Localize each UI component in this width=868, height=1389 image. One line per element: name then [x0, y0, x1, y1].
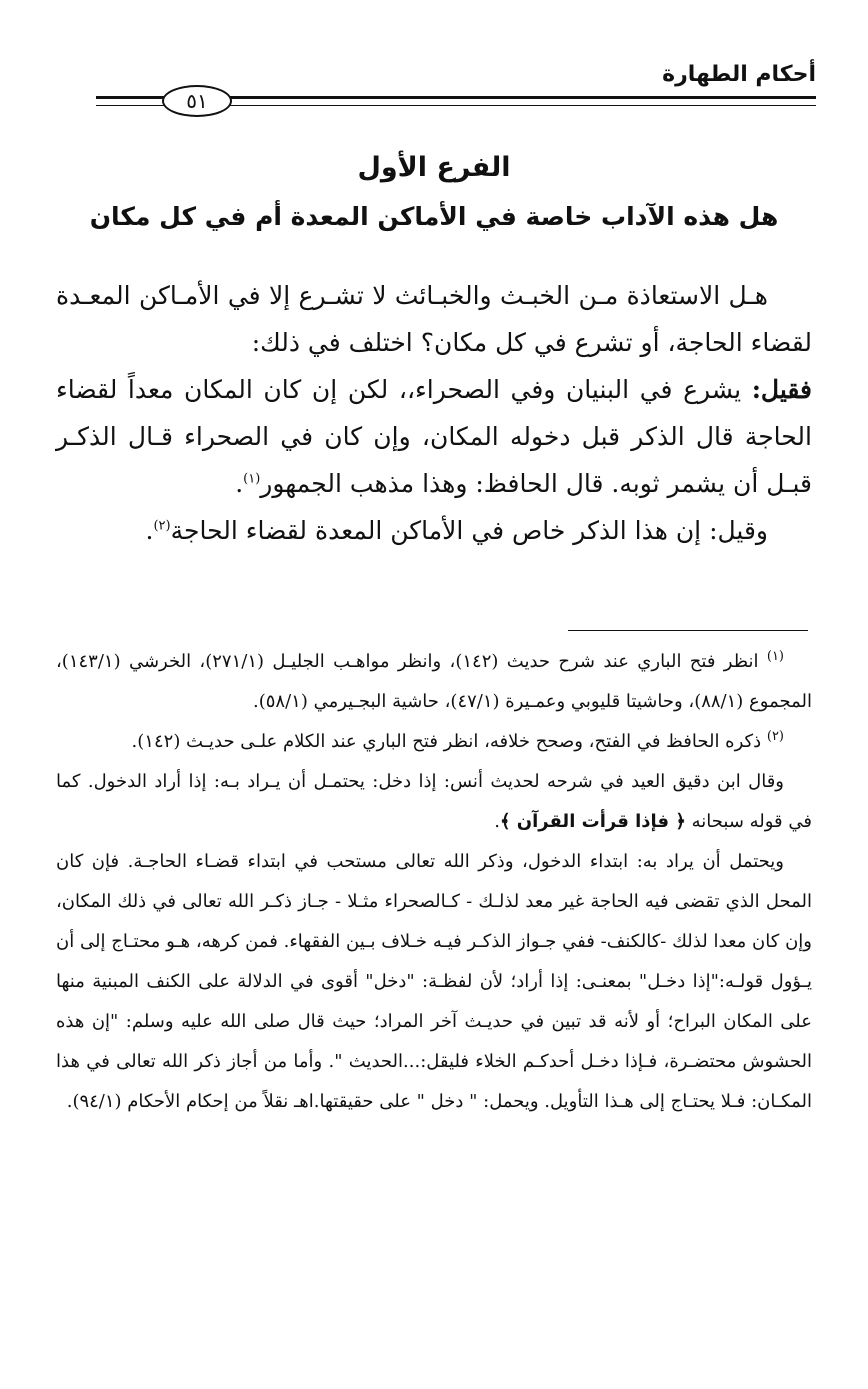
main-text [56, 272, 812, 554]
footnote-ref-1: (١) [243, 471, 261, 487]
footnote-3 [56, 762, 812, 842]
running-title: أحكام الطهارة [662, 62, 816, 87]
paragraph-2 [56, 366, 812, 507]
footnote-1-mark: (١) [766, 649, 784, 664]
footnote-2 [56, 722, 812, 762]
footnotes [56, 642, 812, 1122]
footnote-separator [568, 630, 808, 631]
paragraph-1: هـل الاستعاذة مـن الخبـث والخبـائث لا تشـرع إلا في الأمـاكن المعـدة لقضاء الحاجة، أو تشرع في كل مكان؟ اختلف في ذلك: [56, 281, 812, 357]
footnote-2-mark: (٢) [766, 729, 784, 744]
paragraph-2-end: . [235, 469, 244, 498]
footnote-3-end: . [494, 811, 500, 832]
quran-verse: ﴿ فإذا قرأت القرآن ﴾ [499, 811, 686, 832]
section-heading: الفرع الأول [357, 152, 511, 183]
paragraph-2-lead: فقيل: [751, 375, 812, 404]
footnote-3-text: وقال ابن دقيق العيد في شرحه لحديث أنس: إذا دخل: يحتمـل أن يـراد بـه: إذا أراد الدخول. كما في قوله سبحانه [56, 771, 812, 832]
footnote-1 [56, 642, 812, 722]
footnote-4: ويحتمل أن يراد به: ابتداء الدخول، وذكر الله تعالى مستحب في ابتداء قضـاء الحاجـة. فإن كان المحل الذي تقضى فيه الحاجة غير معد لذلـك - كـالصحراء مثـلا - جـاز ذكـر الله تعالى في ذلك المكان، وإن كان معدا لذلك -كالكنف- ففي جـواز الذكـر فيـه خـلاف بـين الفقهاء. فمن كرهه، هـو محتـاج إلى أن يـؤول قولـه:"إذا دخـل" بمعنـى: إذا أراد؛ لأن لفظـة: "دخل" أقوى في الدلالة على الكنف المبنية منها على المكان البراح؛ أو لأنه قد تبين في حديـث آخر المراد؛ حيث قال صلى الله عليه وسلم: "إن هذه الحشوش محتضـرة، فـإذا دخـل أحدكـم الخلاء فليقل:...الحديث ". وأما من أجاز ذكر الله تعالى في هذا المكـان: فـلا يحتـاج إلى هـذا التأويل. ويحمل: " دخل " على حقيقتها.اهـ نقلاً من إحكام الأحكام (٩٤/١). [56, 851, 812, 1112]
footnote-ref-2: (٢) [153, 518, 171, 534]
section-subheading: هل هذه الآداب خاصة في الأماكن المعدة أم في كل مكان [89, 202, 779, 231]
paragraph-3-end: . [145, 516, 154, 545]
page-number: ٥١ [162, 85, 232, 117]
paragraph-3 [56, 507, 812, 554]
paragraph-3-text: وقيل: إن هذا الذكر خاص في الأماكن المعدة لقضاء الحاجة [170, 516, 768, 545]
paragraph-2-text: يشرع في البنيان وفي الصحراء،، لكن إن كان المكان معداً لقضاء الحاجة قال الذكر قبل دخوله المكان، وإن كان في الصحراء قـال الذكـر قبـل أن يشمر ثوبه. قال الحافظ: وهذا مذهب الجمهور [56, 375, 812, 498]
footnote-2-text: ذكره الحافظ في الفتح، وصحح خلافه، انظر فتح الباري عند الكلام علـى حديـث (١٤٢). [131, 731, 767, 752]
footnote-1-text: انظر فتح الباري عند شرح حديث (١٤٢)، وانظر مواهـب الجليـل (٢٧١/١)، الخرشي (١٤٣/١)، المجموع (٨٨/١)، وحاشيتا قليوبي وعمـيرة (٤٧/١)، حاشية البجـيرمي (٥٨/١). [56, 651, 812, 712]
